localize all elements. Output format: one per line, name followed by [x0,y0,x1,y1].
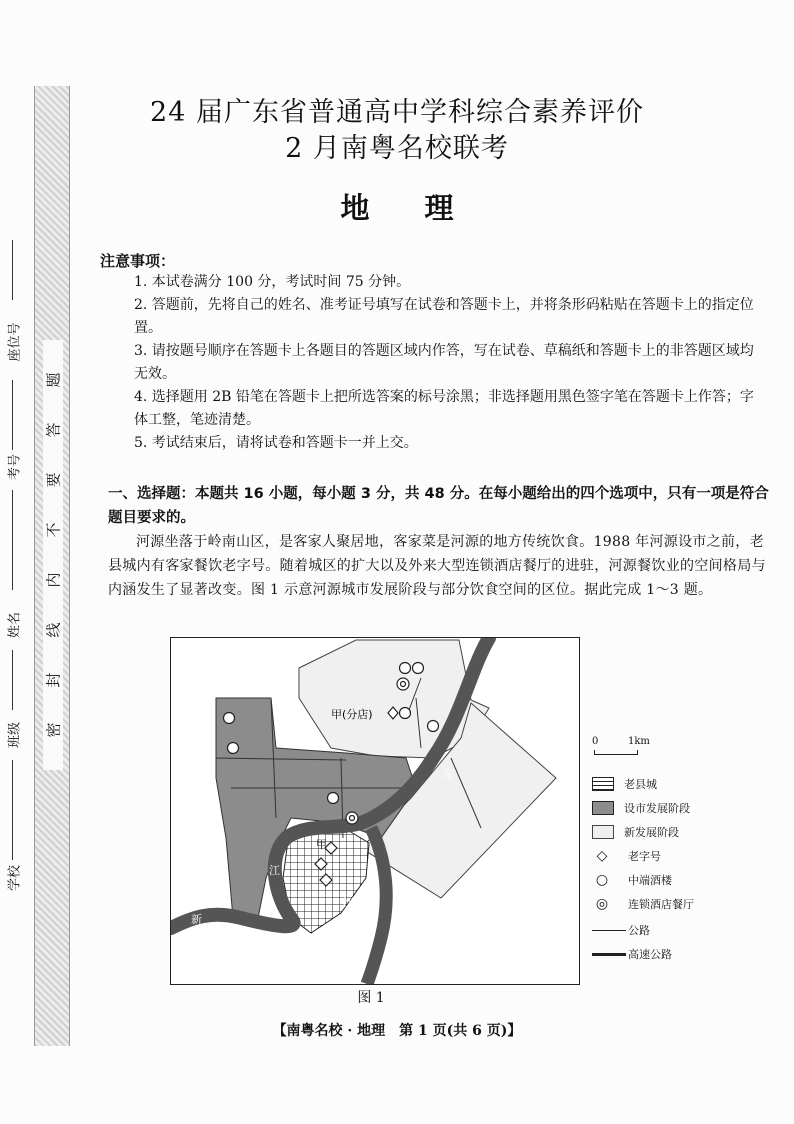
exam-title-line2: 2 月南粤名校联考 [285,133,509,164]
legend-label: 老县城 [624,778,657,791]
seal-char: 线 [44,622,63,638]
river-label-xin: 新 [191,913,202,926]
blank-line [12,380,13,450]
legend-label: 公路 [628,924,650,937]
section-heading: 一、选择题：本题共 16 小题，每小题 3 分，共 48 分。在每小题给出的四个选项中，只有一项是符合题目要求的。 [108,486,769,526]
midrange-restaurant-marker [400,708,411,719]
note-item: 4. 选择题用 2B 铅笔在答题卡上把所选答案的标号涂黑；非选择题用黑色签字笔在答题卡上作答；字体工整，笔迹清楚。 [134,389,754,428]
seal-char: 题 [44,372,63,388]
chain-hotel-restaurant-marker-inner [350,816,355,821]
legend-item [592,946,672,962]
midrange-restaurant-marker [228,743,239,754]
page-footer: 【南粤名校 · 地理 第 1 页(共 6 页)】 [272,1023,522,1039]
seal-char: 内 [44,572,63,588]
double-circle-icon: ◎ [595,896,609,912]
seal-char: 封 [44,672,63,688]
river-label-feng: 丰 [223,928,234,941]
circle-icon: ○ [595,872,609,888]
seal-char: 密 [44,722,63,738]
exam-title-line1: 24 届广东省普通高中学科综合素养评价 [150,97,644,128]
legend-label: 连锁酒店餐厅 [628,898,694,911]
label-jia-branch: 甲(分店) [331,708,373,721]
passage: 河源坐落于岭南山区，是客家人聚居地，客家菜是河源的地方传统饮食。1988 年河源设市之前，老县城内有客家餐饮老字号。随着城区的扩大以及外来大型连锁酒店餐厅的进驻，河源餐饮业的空间格局与内涵发生了显著改变。图 1 示意河源城市发展阶段与部分饮食空间的区位。据此完成 1～3 题。 [108,534,766,598]
city-map-figure [170,637,580,985]
seal-char: 答 [44,422,63,438]
name-label: 姓名 [7,611,23,639]
note-item: 1. 本试卷满分 100 分，考试时间 75 分钟。 [134,274,411,290]
midrange-restaurant-marker [328,793,339,804]
note-item: 5. 考试结束后，请将试卷和答题卡一并上交。 [134,435,418,451]
road-line-swatch [592,930,626,931]
blank-line [12,760,13,860]
legend-label: 中端酒楼 [628,874,672,887]
legend-light-swatch [592,825,614,839]
legend-item [592,824,679,840]
class-label: 班级 [7,721,23,749]
legend-label: 高速公路 [628,948,672,961]
legend-label: 新发展阶段 [624,826,679,839]
highway-line-swatch [592,953,626,956]
seal-line-area [43,340,63,770]
map-svg [171,638,579,984]
blank-line [12,240,13,300]
river-label-dong: 东 [443,768,454,781]
notes-heading: 注意事项： [100,252,176,270]
legend-label: 设市发展阶段 [624,802,690,815]
note-item: 3. 请按题号顺序在答题卡上各题目的答题区域内作答，写在试卷、草稿纸和答题卡上的非答题区域均无效。 [134,343,754,382]
legend-item [592,776,657,792]
legend-item [592,848,661,864]
legend-item [592,896,694,912]
seal-char: 要 [44,472,63,488]
legend-item [592,922,650,938]
scale-zero: 0 [592,736,599,747]
midrange-restaurant-marker [413,663,424,674]
label-jia: 甲 [316,838,327,851]
figure-caption: 图 1 [357,990,385,1006]
school-label: 学校 [7,864,23,892]
chain-hotel-restaurant-marker-inner [401,682,406,687]
exam-number-label: 考号 [7,453,23,481]
legend-label: 老字号 [628,850,661,863]
midrange-restaurant-marker [400,663,411,674]
seal-char: 不 [44,522,63,538]
scale-bar [594,750,638,755]
legend-grid-swatch [592,777,614,791]
seat-number-label: 座位号 [7,322,23,362]
river-label-jiang: 江 [269,864,280,877]
blank-line [12,650,13,710]
midrange-restaurant-marker [428,721,439,732]
midrange-restaurant-marker [224,713,235,724]
diamond-icon: ◇ [596,848,608,864]
legend-item [592,800,690,816]
river-label-jiang-east: 江 [343,896,354,909]
note-item: 2. 答题前，先将自己的姓名、准考证号填写在试卷和答题卡上，并将条形码粘贴在答题卡上的指定位置。 [134,297,754,336]
blank-line [12,490,13,590]
scale-unit: 1km [628,736,650,747]
subject-title: 地理 [340,191,509,225]
legend-dark-swatch [592,801,614,815]
legend-item [592,872,672,888]
